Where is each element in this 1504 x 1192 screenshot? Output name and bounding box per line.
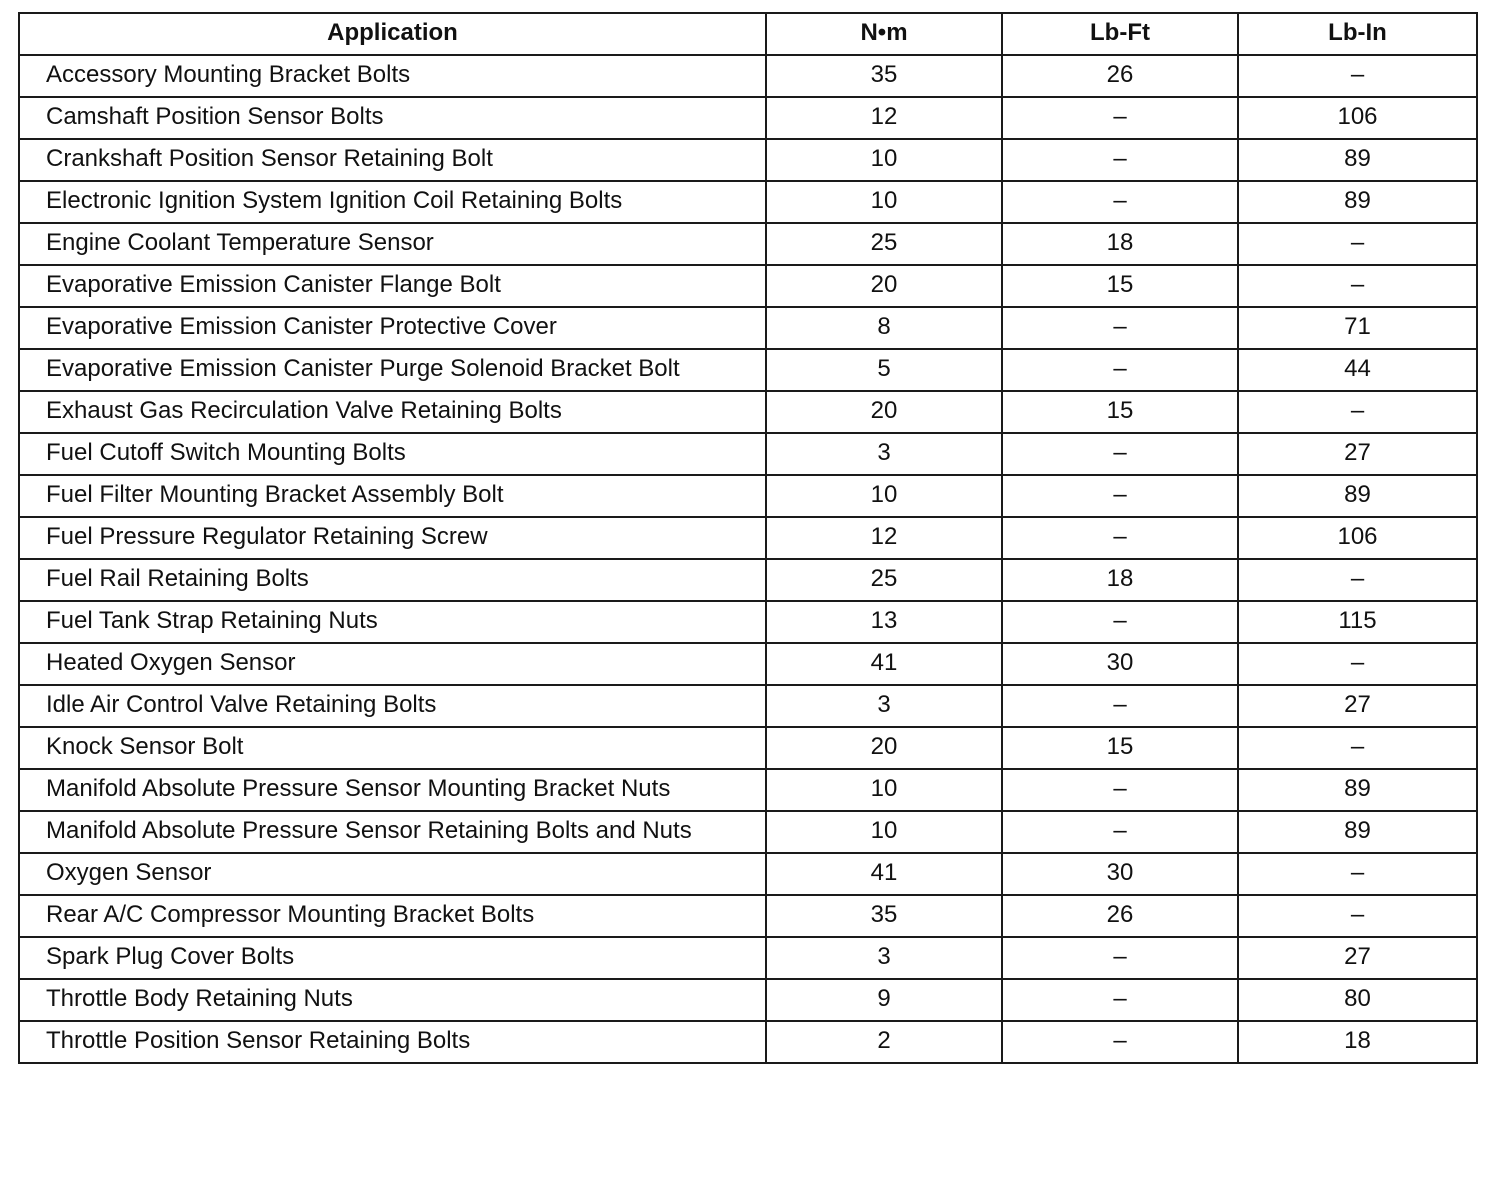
table-row bbox=[19, 391, 1477, 433]
cell-application: Evaporative Emission Canister Flange Bolt bbox=[19, 265, 766, 307]
cell-nm: 41 bbox=[766, 643, 1002, 685]
cell-application: Throttle Body Retaining Nuts bbox=[19, 979, 766, 1021]
cell-lbft: 30 bbox=[1002, 853, 1238, 895]
cell-application: Crankshaft Position Sensor Retaining Bolt bbox=[19, 139, 766, 181]
cell-lbft: 18 bbox=[1002, 559, 1238, 601]
cell-application: Evaporative Emission Canister Purge Solenoid Bracket Bolt bbox=[19, 349, 766, 391]
cell-lbin: 89 bbox=[1238, 811, 1477, 853]
cell-application: Fuel Tank Strap Retaining Nuts bbox=[19, 601, 766, 643]
cell-application: Accessory Mounting Bracket Bolts bbox=[19, 55, 766, 97]
cell-lbin: – bbox=[1238, 265, 1477, 307]
cell-application: Knock Sensor Bolt bbox=[19, 727, 766, 769]
column-header-nm: N•m bbox=[766, 13, 1002, 55]
cell-lbin: – bbox=[1238, 853, 1477, 895]
cell-lbin: 80 bbox=[1238, 979, 1477, 1021]
cell-lbin: – bbox=[1238, 895, 1477, 937]
cell-application: Spark Plug Cover Bolts bbox=[19, 937, 766, 979]
cell-nm: 10 bbox=[766, 139, 1002, 181]
table-row bbox=[19, 769, 1477, 811]
cell-nm: 10 bbox=[766, 475, 1002, 517]
cell-nm: 2 bbox=[766, 1021, 1002, 1063]
cell-lbin: 89 bbox=[1238, 475, 1477, 517]
cell-lbft: 15 bbox=[1002, 265, 1238, 307]
cell-lbft: – bbox=[1002, 685, 1238, 727]
cell-application: Camshaft Position Sensor Bolts bbox=[19, 97, 766, 139]
cell-lbin: 44 bbox=[1238, 349, 1477, 391]
cell-nm: 5 bbox=[766, 349, 1002, 391]
cell-lbin: – bbox=[1238, 391, 1477, 433]
table-row bbox=[19, 601, 1477, 643]
cell-lbft: – bbox=[1002, 517, 1238, 559]
cell-lbft: 26 bbox=[1002, 55, 1238, 97]
table-row bbox=[19, 937, 1477, 979]
table-row bbox=[19, 55, 1477, 97]
fastener-torque-table-container bbox=[18, 12, 1476, 1064]
table-row bbox=[19, 181, 1477, 223]
cell-lbin: – bbox=[1238, 643, 1477, 685]
table-row bbox=[19, 727, 1477, 769]
cell-application: Fuel Rail Retaining Bolts bbox=[19, 559, 766, 601]
cell-lbft: – bbox=[1002, 433, 1238, 475]
cell-lbin: 115 bbox=[1238, 601, 1477, 643]
table-row bbox=[19, 97, 1477, 139]
cell-lbin: 89 bbox=[1238, 769, 1477, 811]
table-row bbox=[19, 433, 1477, 475]
cell-application: Heated Oxygen Sensor bbox=[19, 643, 766, 685]
table-row bbox=[19, 685, 1477, 727]
cell-lbft: – bbox=[1002, 139, 1238, 181]
cell-lbin: 27 bbox=[1238, 685, 1477, 727]
cell-nm: 10 bbox=[766, 811, 1002, 853]
table-body bbox=[19, 55, 1477, 1063]
cell-lbin: 89 bbox=[1238, 139, 1477, 181]
cell-lbin: 89 bbox=[1238, 181, 1477, 223]
cell-application: Fuel Filter Mounting Bracket Assembly Bolt bbox=[19, 475, 766, 517]
cell-nm: 35 bbox=[766, 895, 1002, 937]
table-row bbox=[19, 223, 1477, 265]
cell-lbft: – bbox=[1002, 1021, 1238, 1063]
table-row bbox=[19, 517, 1477, 559]
cell-nm: 8 bbox=[766, 307, 1002, 349]
cell-lbft: 15 bbox=[1002, 727, 1238, 769]
cell-nm: 9 bbox=[766, 979, 1002, 1021]
cell-lbft: – bbox=[1002, 979, 1238, 1021]
cell-lbin: – bbox=[1238, 727, 1477, 769]
cell-application: Fuel Cutoff Switch Mounting Bolts bbox=[19, 433, 766, 475]
cell-lbin: – bbox=[1238, 223, 1477, 265]
cell-application: Fuel Pressure Regulator Retaining Screw bbox=[19, 517, 766, 559]
cell-lbft: – bbox=[1002, 307, 1238, 349]
table-row bbox=[19, 895, 1477, 937]
cell-nm: 3 bbox=[766, 433, 1002, 475]
cell-lbft: – bbox=[1002, 601, 1238, 643]
cell-lbft: 15 bbox=[1002, 391, 1238, 433]
cell-application: Oxygen Sensor bbox=[19, 853, 766, 895]
cell-nm: 3 bbox=[766, 685, 1002, 727]
cell-nm: 20 bbox=[766, 727, 1002, 769]
cell-nm: 20 bbox=[766, 391, 1002, 433]
table-row bbox=[19, 559, 1477, 601]
cell-nm: 3 bbox=[766, 937, 1002, 979]
cell-lbin: 18 bbox=[1238, 1021, 1477, 1063]
cell-nm: 10 bbox=[766, 181, 1002, 223]
table-row bbox=[19, 643, 1477, 685]
cell-application: Idle Air Control Valve Retaining Bolts bbox=[19, 685, 766, 727]
cell-lbft: – bbox=[1002, 97, 1238, 139]
cell-application: Engine Coolant Temperature Sensor bbox=[19, 223, 766, 265]
cell-nm: 35 bbox=[766, 55, 1002, 97]
cell-lbin: 71 bbox=[1238, 307, 1477, 349]
table-row bbox=[19, 139, 1477, 181]
cell-lbft: – bbox=[1002, 475, 1238, 517]
column-header-lbft: Lb-Ft bbox=[1002, 13, 1238, 55]
fastener-torque-table bbox=[18, 12, 1478, 1064]
table-row bbox=[19, 265, 1477, 307]
cell-application: Manifold Absolute Pressure Sensor Mounting Bracket Nuts bbox=[19, 769, 766, 811]
table-row bbox=[19, 811, 1477, 853]
cell-lbft: 26 bbox=[1002, 895, 1238, 937]
cell-lbft: – bbox=[1002, 937, 1238, 979]
cell-nm: 25 bbox=[766, 559, 1002, 601]
cell-application: Exhaust Gas Recirculation Valve Retaining Bolts bbox=[19, 391, 766, 433]
column-header-lbin: Lb-In bbox=[1238, 13, 1477, 55]
cell-lbft: – bbox=[1002, 811, 1238, 853]
cell-nm: 25 bbox=[766, 223, 1002, 265]
cell-lbin: 106 bbox=[1238, 97, 1477, 139]
cell-lbft: – bbox=[1002, 769, 1238, 811]
table-row bbox=[19, 979, 1477, 1021]
cell-lbin: – bbox=[1238, 55, 1477, 97]
cell-lbin: 106 bbox=[1238, 517, 1477, 559]
cell-nm: 10 bbox=[766, 769, 1002, 811]
cell-nm: 20 bbox=[766, 265, 1002, 307]
cell-lbft: 18 bbox=[1002, 223, 1238, 265]
table-row bbox=[19, 475, 1477, 517]
cell-application: Electronic Ignition System Ignition Coil Retaining Bolts bbox=[19, 181, 766, 223]
cell-application: Throttle Position Sensor Retaining Bolts bbox=[19, 1021, 766, 1063]
cell-nm: 41 bbox=[766, 853, 1002, 895]
cell-nm: 12 bbox=[766, 97, 1002, 139]
cell-lbft: 30 bbox=[1002, 643, 1238, 685]
cell-application: Rear A/C Compressor Mounting Bracket Bolts bbox=[19, 895, 766, 937]
cell-application: Manifold Absolute Pressure Sensor Retaining Bolts and Nuts bbox=[19, 811, 766, 853]
table-row bbox=[19, 853, 1477, 895]
column-header-application: Application bbox=[19, 13, 766, 55]
table-row bbox=[19, 1021, 1477, 1063]
cell-application: Evaporative Emission Canister Protective Cover bbox=[19, 307, 766, 349]
cell-lbft: – bbox=[1002, 349, 1238, 391]
cell-lbin: – bbox=[1238, 559, 1477, 601]
cell-lbin: 27 bbox=[1238, 937, 1477, 979]
table-row bbox=[19, 349, 1477, 391]
cell-lbft: – bbox=[1002, 181, 1238, 223]
cell-nm: 13 bbox=[766, 601, 1002, 643]
table-row bbox=[19, 307, 1477, 349]
header-row bbox=[19, 13, 1477, 55]
cell-lbin: 27 bbox=[1238, 433, 1477, 475]
cell-nm: 12 bbox=[766, 517, 1002, 559]
